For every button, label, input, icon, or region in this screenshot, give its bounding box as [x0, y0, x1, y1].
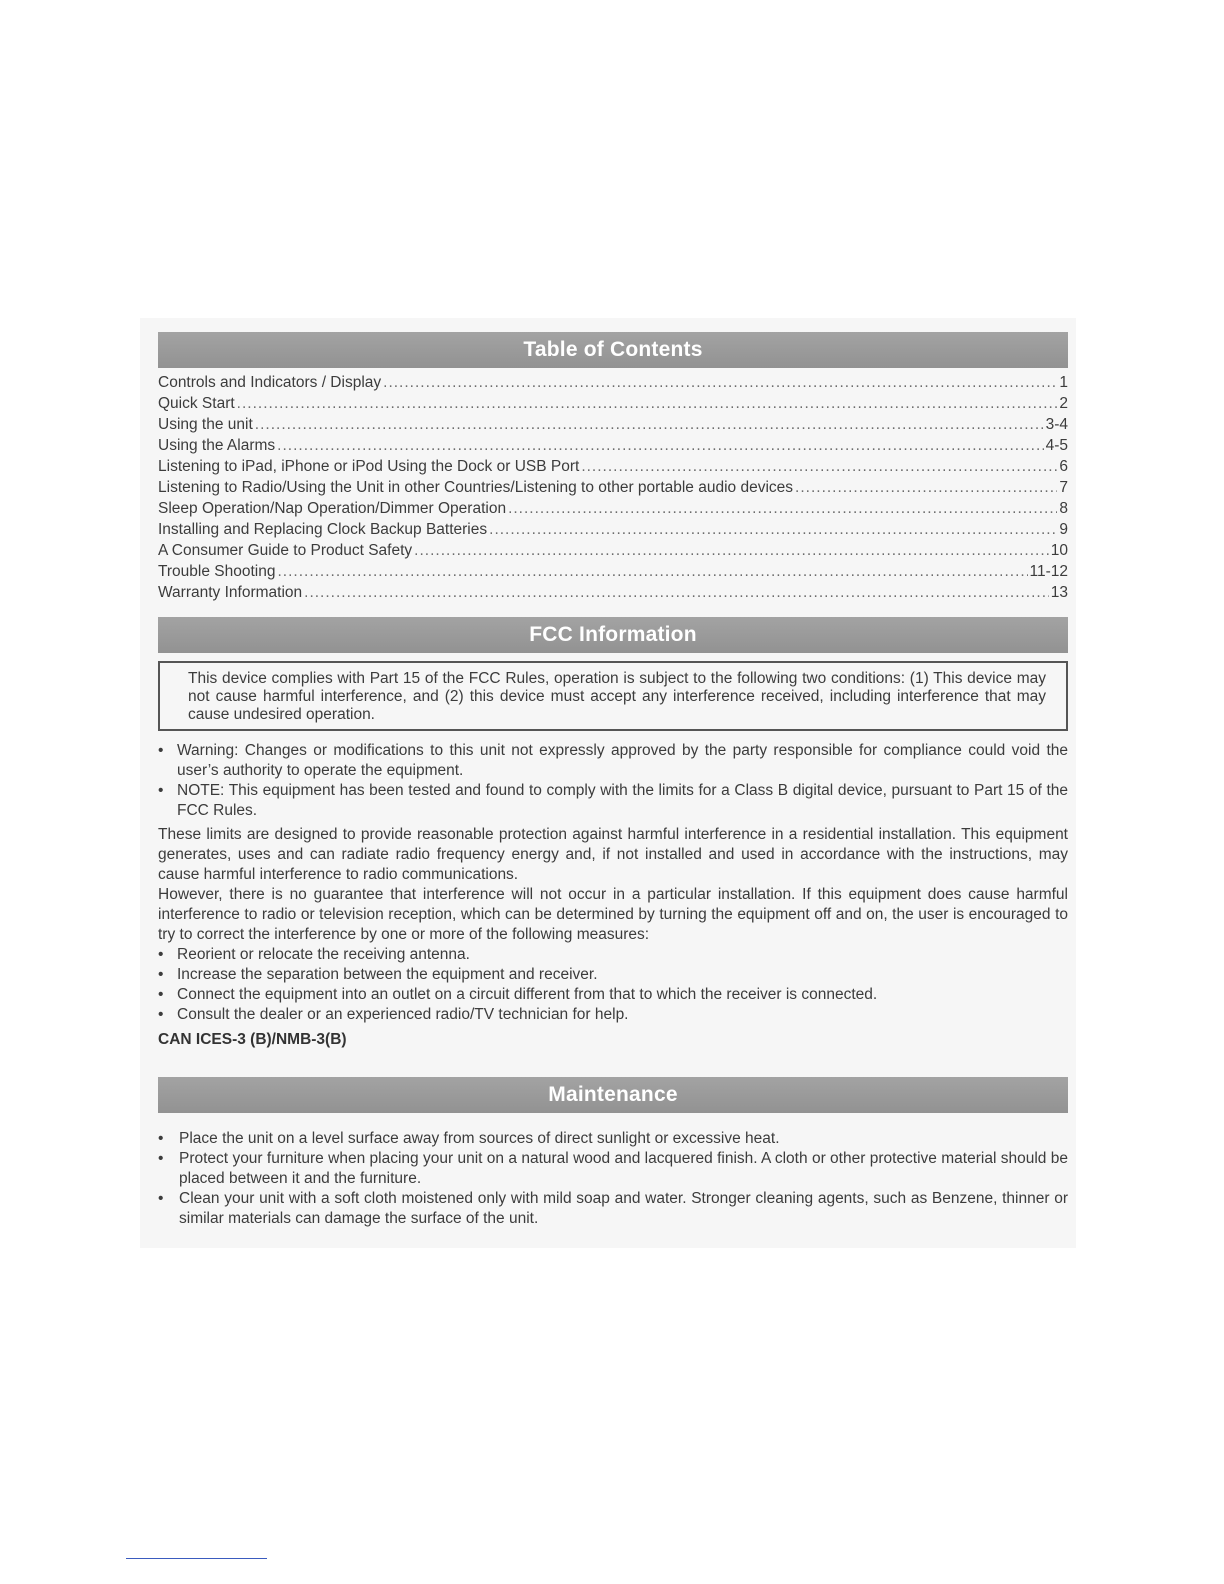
toc-entry [158, 540, 1068, 561]
toc-entry-title: Listening to Radio/Using the Unit in other Countries/Listening to other portable audio devices [158, 479, 794, 496]
toc-entry-page: 10 [1050, 542, 1068, 559]
fcc-heading: FCC Information [158, 617, 1068, 653]
toc-leader-dots [277, 435, 1043, 456]
toc-entry-title: Sleep Operation/Nap Operation/Dimmer Operation [158, 500, 507, 517]
fcc-measures-list [158, 945, 1068, 1025]
toc-entry [158, 456, 1068, 477]
maintenance-item: • Protect your furniture when placing your unit on a natural wood and lacquered finish. A cloth or other protective material should be placed between it and the furniture. [158, 1149, 1068, 1189]
toc-leader-dots [237, 393, 1058, 414]
toc-leader-dots [795, 477, 1057, 498]
maintenance-item: • Place the unit on a level surface away from sources of direct sunlight or excessive heat. [158, 1129, 1068, 1149]
fcc-limits-paragraph: These limits are designed to provide reasonable protection against harmful interference in a residential installation. This equipment generates, uses and can radiate radio frequency energy and, if not installed and used in accordance with the instructions, may cause harmful interference to radio communications. [158, 826, 1068, 883]
toc-leader-dots [383, 372, 1057, 393]
maintenance-heading: Maintenance [158, 1077, 1068, 1113]
toc-entry-page: 7 [1059, 479, 1068, 496]
maintenance-item: • Clean your unit with a soft cloth moistened only with mild soap and water. Stronger cleaning agents, such as Benzene, thinner or similar materials can damage the surface of the unit. [158, 1189, 1068, 1229]
toc-entry [158, 435, 1068, 456]
toc-leader-dots [277, 561, 1027, 582]
toc-entry [158, 393, 1068, 414]
toc-entry [158, 414, 1068, 435]
toc-entry [158, 582, 1068, 603]
toc-leader-dots [581, 456, 1057, 477]
toc-entry-title: Trouble Shooting [158, 563, 276, 580]
toc-entry-title: Using the unit [158, 416, 253, 433]
toc-leader-dots [508, 498, 1057, 519]
can-ices-label: CAN ICES-3 (B)/NMB-3(B) [158, 1031, 347, 1048]
fcc-measure-item: • Consult the dealer or an experienced radio/TV technician for help. [158, 1005, 1068, 1025]
toc-entry-page: 6 [1059, 458, 1068, 475]
toc-entry-page: 13 [1050, 584, 1068, 601]
document-content [158, 332, 1068, 1229]
maintenance-list [158, 1129, 1068, 1229]
toc-leader-dots [489, 519, 1057, 540]
toc-list [158, 372, 1068, 603]
fcc-warning-list [158, 741, 1068, 821]
toc-entry-title: Using the Alarms [158, 437, 276, 454]
toc-entry [158, 519, 1068, 540]
toc-leader-dots [255, 414, 1044, 435]
toc-leader-dots [414, 540, 1049, 561]
fcc-measure-item: • Connect the equipment into an outlet on a circuit different from that to which the receiver is connected. [158, 985, 1068, 1005]
toc-entry-title: Warranty Information [158, 584, 303, 601]
fcc-warning-item: • Warning: Changes or modifications to this unit not expressly approved by the party responsible for compliance could void the user’s authority to operate the equipment. [158, 741, 1068, 781]
fcc-note-item: • NOTE: This equipment has been tested and found to comply with the limits for a Class B digital device, pursuant to Part 15 of the FCC Rules. [158, 781, 1068, 821]
toc-entry-page: 3-4 [1045, 416, 1068, 433]
toc-entry-title: A Consumer Guide to Product Safety [158, 542, 413, 559]
fcc-compliance-box: This device complies with Part 15 of the FCC Rules, operation is subject to the following two conditions: (1) This device may not cause harmful interference, and (2) this device must accept any interference received, including interference that may cause undesired operation. [158, 661, 1068, 731]
toc-entry-page: 1 [1059, 374, 1068, 391]
fcc-measure-item: • Increase the separation between the equipment and receiver. [158, 965, 1068, 985]
toc-entry [158, 372, 1068, 393]
toc-entry [158, 498, 1068, 519]
toc-leader-dots [304, 582, 1049, 603]
toc-entry-page: 8 [1059, 500, 1068, 517]
toc-heading: Table of Contents [158, 332, 1068, 368]
toc-entry-title: Quick Start [158, 395, 235, 412]
toc-entry-title: Controls and Indicators / Display [158, 374, 382, 391]
toc-entry [158, 561, 1068, 582]
toc-entry-title: Installing and Replacing Clock Backup Batteries [158, 521, 488, 538]
toc-entry-page: 4-5 [1045, 437, 1068, 454]
toc-entry-title: Listening to iPad, iPhone or iPod Using the Dock or USB Port [158, 458, 580, 475]
toc-entry [158, 477, 1068, 498]
toc-entry-page: 11-12 [1029, 563, 1068, 580]
toc-entry-page: 9 [1059, 521, 1068, 538]
fcc-guarantee-paragraph: However, there is no guarantee that interference will not occur in a particular installation. If this equipment does cause harmful interference to radio or television reception, which can be determined by turning the equipment off and on, the user is encouraged to try to correct the interference by one or more of the following measures: [158, 886, 1068, 943]
footer-rule [126, 1558, 267, 1559]
toc-entry-page: 2 [1059, 395, 1068, 412]
fcc-measure-item: • Reorient or relocate the receiving antenna. [158, 945, 1068, 965]
